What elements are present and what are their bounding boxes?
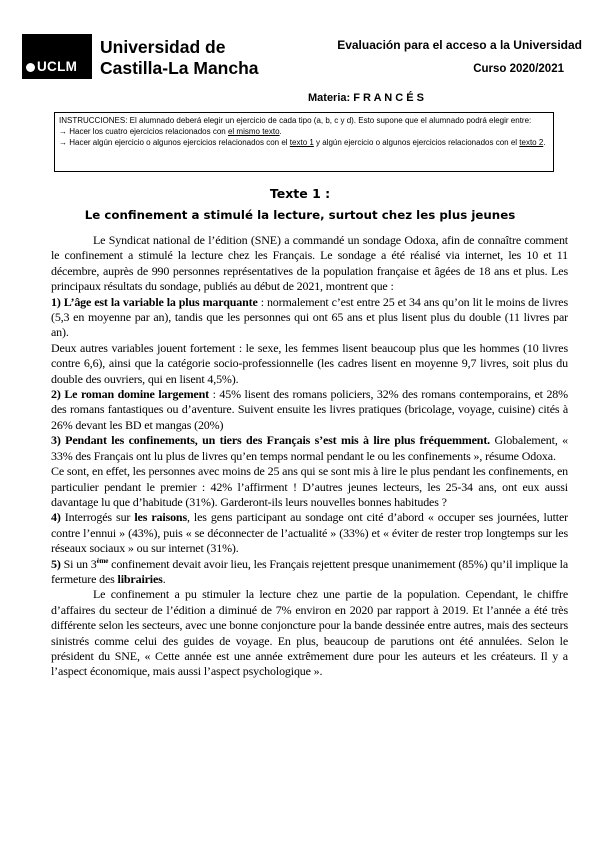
instr-text: . bbox=[543, 138, 546, 147]
point-text: , les gens participant au sondage ont cité d’abord « occuper ses journées, lutter contre l’ennui » (43%), puis « se déconnecter de l’actualité » (33%) et « éviter de rester trop longtemps sur les réseaux sociaux » ou sur internet (31%). bbox=[51, 510, 568, 556]
instructions-box bbox=[54, 112, 554, 172]
logo-text: UCLM bbox=[37, 59, 78, 74]
point-keyword: librairies bbox=[117, 571, 163, 586]
instr-underline: texto 2 bbox=[519, 138, 544, 147]
subject-line bbox=[308, 92, 424, 104]
point-heading: 1) L’âge est la variable la plus marquante bbox=[51, 294, 258, 309]
point-text: Globalement, « 33% des Français ont lu plus de livres qu’en temps normal pendant le ou les confinements », résume Odoxa. bbox=[51, 433, 568, 463]
text-heading: Texte 1 : bbox=[269, 186, 331, 201]
paragraph-point-4 bbox=[51, 510, 568, 556]
point-heading: 3) Pendant les confinements, un tiers des Français s’est mis à lire plus fréquemment. bbox=[51, 433, 491, 448]
uclm-logo bbox=[22, 34, 92, 79]
point-number: 4) bbox=[51, 510, 61, 525]
point-text: : 45% lisent des romans policiers, 32% des romans contemporains, et 28% des romans fantastiques ou d’aventure. Suivent ensuite les livres pratiques (bricolage, voyage, cuisine) cités à 26% devant les BD et mangas (20%) bbox=[51, 387, 568, 432]
point-text: Si un 3 bbox=[60, 556, 97, 571]
university-name-line2: Castilla-La Mancha bbox=[100, 58, 259, 78]
point-text: confinement devait avoir lieu, les Français rejettent presque unanimement (85%) qu’il implique la fermeture des bbox=[51, 556, 568, 586]
ordinal-superscript: ème bbox=[96, 556, 109, 565]
subject-value: F R A N C É S bbox=[353, 92, 424, 104]
point-heading: 2) Le roman domine largement bbox=[51, 387, 209, 402]
point-text: : normalement c’est entre 25 et 34 ans qu’on lit le moins de livres (5,3 en moyenne par an), tandis que les personnes qui ont 65 ans et plus lisent plus du double (11 livres par an). bbox=[51, 294, 568, 340]
instr-text: → Hacer algún ejercicio o algunos ejercicios relacionados con el bbox=[59, 138, 290, 147]
instr-text: → Hacer los cuatro ejercicios relacionados con bbox=[59, 127, 228, 136]
instructions-intro: INSTRUCCIONES: El alumnado deberá elegir un ejercicio de cada tipo (a, b, c y d). Esto supone que el alumnado podrá elegir entre: bbox=[59, 116, 532, 125]
text-title: Le confinement a stimulé la lecture, surtout chez les plus jeunes bbox=[84, 208, 516, 222]
exam-year: Curso 2020/2021 bbox=[473, 63, 564, 75]
paragraph-conclusion: Le confinement a pu stimuler la lecture chez une partie de la population. Cependant, le chiffre d’affaires du secteur de l’édition a diminué de 7% environ en 2020 par rapport à 2019. Et l’année a été très différente selon les secteurs, avec une bonne conjoncture pour la bande dessinée entre autres, mais des secteurs sinistrés comme celui des guides de voyage. En plus, beaucoup de parutions ont été annulées. Selon le président du SNE, « Cette année est une année extrêmement dure pour les auteurs et les créateurs. Il y a l’aspect économique, mais aussi l’aspect psychologique ». bbox=[51, 587, 568, 679]
point-text: Interrogés sur bbox=[60, 510, 135, 525]
subject-label: Materia: bbox=[308, 92, 351, 104]
instr-text: y algún ejercicio o algunos ejercicios relacionados con el bbox=[313, 138, 520, 147]
paragraph-point-1 bbox=[51, 295, 568, 341]
paragraph-point-3 bbox=[51, 433, 568, 464]
instructions-option-1 bbox=[59, 126, 549, 137]
point-text: . bbox=[162, 571, 166, 586]
paragraph-young-readers: Ce sont, en effet, les personnes avec moins de 25 ans qui se sont mis à lire le plus pendant les confinements, en particulier pendant le premier : 42% l’affirment ! D’autres jeunes lecteurs, les 25-34 ans, ont eux aussi davantage lu que d’habitude (31%). Garderont-ils leurs nouvelles bonnes habitudes ? bbox=[51, 464, 568, 509]
paragraph-point-5 bbox=[51, 557, 568, 588]
instr-underline: texto 1 bbox=[289, 138, 314, 147]
exam-title: Evaluación para el acceso a la Universidad bbox=[337, 38, 582, 52]
uclm-emblem-icon bbox=[26, 63, 35, 72]
paragraph-point-2 bbox=[51, 387, 568, 433]
point-keyword: les raisons bbox=[134, 510, 187, 525]
university-name bbox=[100, 37, 259, 79]
paragraph-intro: Le Syndicat national de l’édition (SNE) a commandé un sondage Odoxa, afin de connaître comment le confinement a stimulé la lecture chez les Français. Le sondage a été réalisé via internet, les 10 et 11 décembre, auprès de 990 personnes représentatives de la population française et âgées de 18 ans et plus. Les principaux résultats du sondage, publiés au début de 2021, montrent que : bbox=[51, 233, 568, 294]
article-body bbox=[51, 233, 568, 680]
instr-underline: el mismo texto bbox=[227, 127, 280, 136]
instructions-option-2 bbox=[59, 137, 549, 148]
instr-text: . bbox=[279, 127, 282, 136]
point-number: 5) bbox=[51, 556, 61, 571]
paragraph-variables: Deux autres variables jouent fortement : le sexe, les femmes lisent beaucoup plus que les hommes (10 livres contre 6,6), ainsi que la catégorie socio-professionnelle (les cadres lisent en moyenne 9,7 livres, soit plus du double des ouvriers, qui en lisent 4,5%). bbox=[51, 340, 568, 386]
university-name-line1: Universidad de bbox=[100, 37, 226, 57]
